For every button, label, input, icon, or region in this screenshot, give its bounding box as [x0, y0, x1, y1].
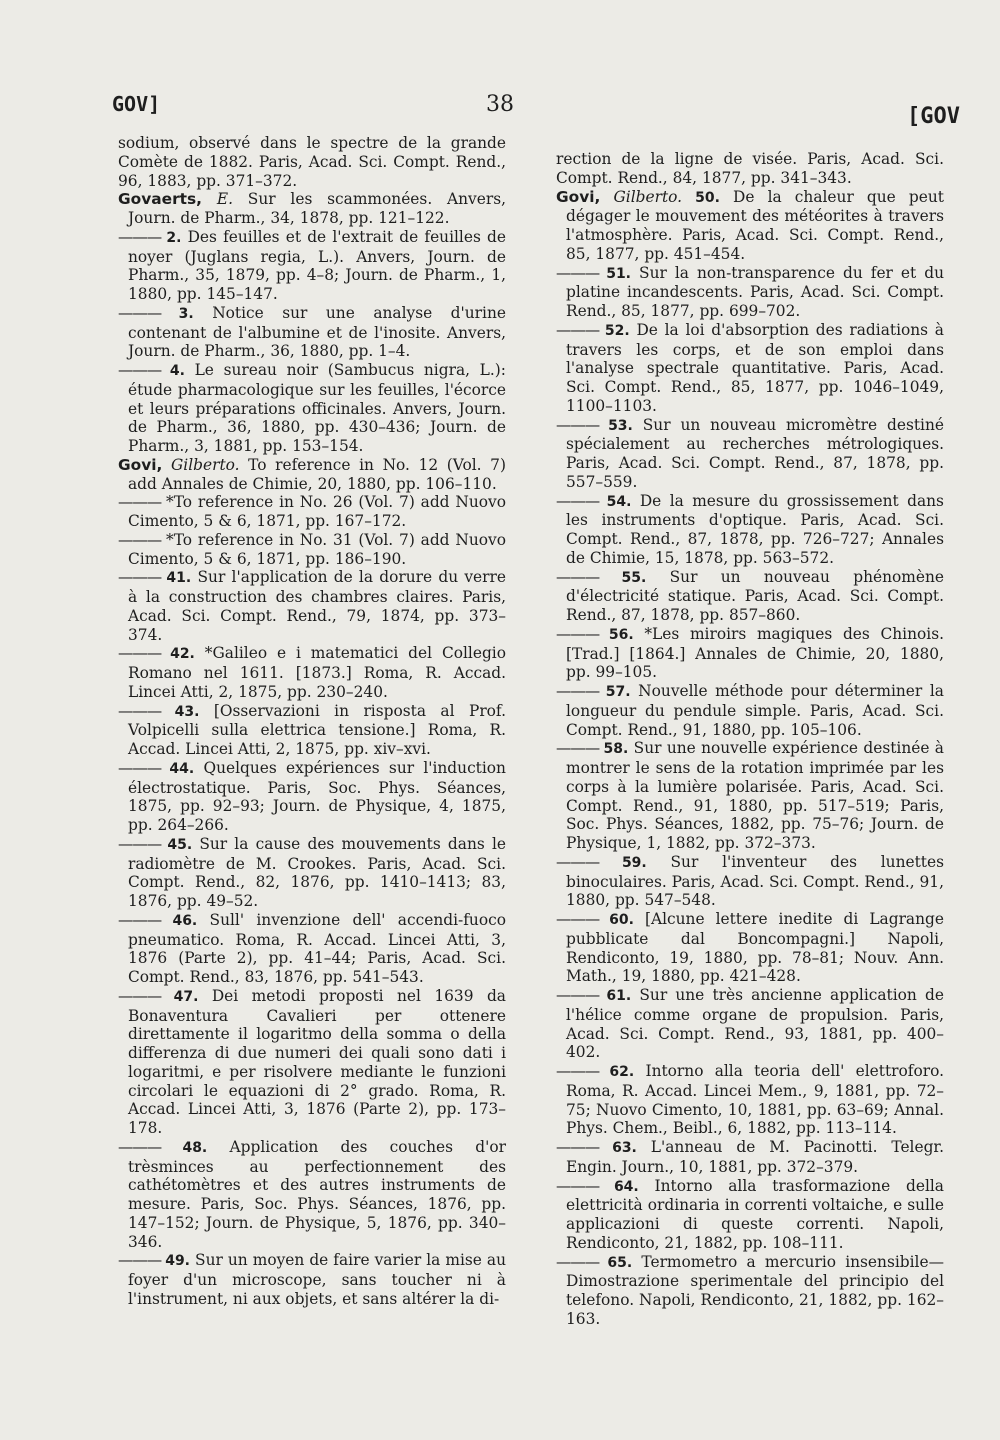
entry-text: Dei metodi proposti nel 1639 da Bonaventura Cavalieri per ottenere direttamente il logaritmo della somma o della differenza di due numeri dei quali sono dati i logaritmi, e per risolvere mediante le funzioni circolari le equazioni di 2° grado. Roma, R. Accad. Lincei Atti, 3, 1876 (Parte 2), pp. 173–178.: [128, 986, 506, 1137]
bib-entry: [118, 1138, 506, 1252]
entry-text: *To reference in No. 31 (Vol. 7) add Nuovo Cimento, 5 & 6, 1871, pp. 186–190.: [128, 530, 506, 568]
ditto-rule: ———: [118, 834, 168, 853]
entry-number: 42.: [170, 646, 195, 663]
bib-entry: [118, 987, 506, 1138]
ditto-rule: ———: [556, 739, 604, 758]
entry-text: [Osservazioni in risposta al Prof. Volpicelli sulla elettrica tensione.] Roma, R. Accad. Lincei Atti, 2, 1875, pp. xiv–xvi.: [128, 701, 506, 758]
entry-text: *Galileo e i matematici del Collegio Romano nel 1611. [1873.] Roma, R. Accad. Lincei Atti, 2, 1875, pp. 230–240.: [128, 644, 506, 701]
entry-text: Termometro a mercurio insensibile—Dimostrazione sperimentale del principio del telefono. Napoli, Rendiconto, 21, 1882, pp. 162–163.: [566, 1252, 944, 1328]
bib-entry: [118, 1251, 506, 1308]
ditto-rule: ———: [118, 644, 171, 663]
author-given-name: E.: [216, 190, 233, 209]
entry-text: *Les miroirs magiques des Chinois. [Trad.] [1864.] Annales de Chimie, 20, 1880, pp. 99–105.: [566, 624, 944, 682]
ditto-rule: ———: [118, 1251, 166, 1270]
entry-text: Des feuilles et de l'extrait de feuilles de noyer (Juglans regia, L.). Anvers, Journ. de Pharm., 35, 1879, pp. 4–8; Journ. de Pharm., 1, 1880, pp. 145–147.: [128, 227, 506, 303]
entry-text: Nouvelle méthode pour déterminer la longueur du pendule simple. Paris, Acad. Sci. Compt. Rend., 91, 1880, pp. 105–106.: [566, 682, 944, 739]
entry-number: 54.: [606, 493, 632, 510]
entry-text: Intorno alla trasformazione della elettricità ordinaria in correnti voltaiche, e sulle applicazioni di queste correnti. Napoli, Rendiconto, 21, 1882, pp. 108–111.: [566, 1176, 944, 1252]
ditto-rule: ———: [556, 624, 609, 643]
entry-number: 49.: [165, 1253, 191, 1270]
bib-entry: [556, 416, 944, 492]
entry-text: Le sureau noir (Sambucus nigra, L.): étude pharmacologique sur les feuilles, l'écorce et leurs préparations officinales. Anvers, Journ. de Pharm., 36, 1880, pp. 430–436; Journ. de Pharm., 3, 1881, pp. 153–154.: [128, 361, 506, 455]
bib-entry: [556, 188, 944, 264]
bib-entry: [118, 644, 506, 701]
ditto-rule: ———: [556, 1252, 608, 1271]
running-head-right: [GOV: [907, 104, 960, 129]
ditto-rule: ———: [118, 701, 175, 720]
bib-entry: [556, 1253, 944, 1329]
bib-entry: [118, 911, 506, 987]
entry-text: Sur un nouveau micromètre destiné spécialement au recherches métrologiques. Paris, Acad. Sci. Compt. Rend., 87, 1878, pp. 557–559.: [566, 415, 944, 491]
bib-entry: [118, 456, 506, 494]
ditto-rule: ———: [556, 1062, 610, 1080]
bib-entry: [556, 910, 944, 986]
ditto-rule: ———: [556, 910, 610, 928]
entry-text: Application des couches d'or trèsminces au perfectionnement des cathétomètres et des autres instruments de mesure. Paris, Soc. Phys. Séances, 1876, pp. 147–152; Journ. de Physique, 5, 1876, pp. 340–346.: [128, 1137, 506, 1251]
entry-number: 47.: [173, 988, 199, 1005]
ditto-rule: ———: [118, 910, 173, 929]
entry-number: 59.: [621, 854, 647, 871]
ditto-rule: ———: [556, 1138, 613, 1156]
bib-entry: [118, 759, 506, 835]
ditto-rule: ———: [556, 682, 606, 700]
author-name: Govaerts,: [118, 190, 203, 209]
entry-number: 2.: [166, 229, 182, 246]
entry-text: De la loi d'absorption des radiations à travers les corps, et de son emploi dans l'analyse spectrale quantitative. Paris, Acad. Sci. Compt. Rend., 85, 1877, pp. 1046–1049, 1100–1103.: [566, 320, 944, 415]
entry-number: 51.: [606, 265, 632, 282]
entry-number: 53.: [608, 417, 633, 434]
ditto-rule: ———: [556, 491, 607, 510]
entry-number: 60.: [609, 912, 634, 928]
ditto-rule: ———: [118, 361, 170, 379]
entry-number: 55.: [621, 569, 647, 586]
ditto-rule: ———: [556, 1176, 614, 1195]
bib-entry: [556, 625, 944, 682]
entry-number: 46.: [172, 912, 198, 929]
ditto-rule: ———: [118, 493, 167, 512]
bib-entry: [556, 1062, 944, 1138]
entry-number: 3.: [178, 305, 194, 322]
bib-entry: [556, 568, 944, 625]
bib-entry: [118, 835, 506, 911]
bib-entry: [118, 361, 506, 456]
bib-entry: [118, 531, 506, 569]
author-name: Govi,: [556, 187, 601, 206]
entry-number: 58.: [603, 741, 629, 758]
entry-text: Sur la cause des mouvements dans le radiomètre de M. Crookes. Paris, Acad. Sci. Compt. Rend., 82, 1876, pp. 1410–1413; 83, 1876, pp. 49–52.: [128, 834, 506, 910]
entry-text: L'anneau de M. Pacinotti. Telegr. Engin. Journ., 10, 1881, pp. 372–379.: [566, 1138, 944, 1176]
bib-entry: [556, 321, 944, 416]
entry-text: *To reference in No. 26 (Vol. 7) add Nuovo Cimento, 5 & 6, 1871, pp. 167–172.: [128, 493, 506, 530]
entry-text: Sur un moyen de faire varier la mise au foyer d'un microscope, sans toucher ni à l'instrument, ni aux objets, et sans altérer la di-: [128, 1251, 506, 1308]
entry-text: Quelques expériences sur l'induction électrostatique. Paris, Soc. Phys. Séances, 1875, pp. 92–93; Journ. de Physique, 4, 1875, pp. 264–266.: [128, 758, 506, 834]
entry-text: Sur l'inventeur des lunettes binoculaires. Paris, Acad. Sci. Compt. Rend., 91, 1880, pp. 547–548.: [566, 852, 944, 910]
entry-number: 57.: [605, 684, 631, 700]
entry-text: sodium, observé dans le spectre de la grande Comète de 1882. Paris, Acad. Sci. Compt. Rend., 96, 1883, pp. 371–372.: [118, 134, 506, 190]
bib-entry: [118, 493, 506, 531]
entry-text: Sur une très ancienne application de l'hélice comme organe de propulsion. Paris, Acad. Sci. Compt. Rend., 93, 1881, pp. 400–402.: [566, 986, 944, 1062]
bib-entry: [118, 702, 506, 759]
entry-text: Notice sur une analyse d'urine contenant de l'albumine et de l'inosite. Anvers, Journ. de Pharm., 36, 1880, pp. 1–4.: [128, 303, 506, 361]
running-head-left: GOV]: [112, 92, 161, 116]
entry-number: 64.: [613, 1178, 639, 1195]
ditto-rule: ———: [556, 567, 622, 586]
entry-text: [Alcune lettere inedite di Lagrange pubblicate dal Boncompagni.] Napoli, Rendiconto, 19, 1880, pp. 78–81; Nouv. Ann. Math., 19, 1880, pp. 421–428.: [566, 910, 944, 986]
author-name: Govi,: [118, 455, 163, 474]
entry-text: Sur la non-transparence du fer et du platine incandescents. Paris, Acad. Sci. Compt. Rend., 85, 1877, pp. 699–702.: [566, 263, 944, 320]
ditto-rule: ———: [118, 568, 167, 587]
ditto-rule: ———: [556, 415, 609, 434]
entry-text: Sur les scammonées. Anvers, Journ. de Pharm., 34, 1878, pp. 121–122.: [128, 190, 506, 227]
entry-text: De la mesure du grossissement dans les instruments d'optique. Paris, Acad. Sci. Compt. Rend., 87, 1878, pp. 726–727; Annales de Chimie, 15, 1878, pp. 563–572.: [566, 491, 944, 567]
entry-number: 48.: [182, 1139, 208, 1156]
entry-text: To reference in No. 12 (Vol. 7) add Annales de Chimie, 20, 1880, pp. 106–110.: [128, 455, 506, 493]
entry-text: Sur une nouvelle expérience destinée à montrer le sens de la rotation imprimée par les corps à la lumière polarisée. Paris, Acad. Sci. Compt. Rend., 91, 1880, pp. 517–519; Paris, Soc. Phys. Séances, 1882, pp. 75–76; Journ. de Physique, 1, 1882, pp. 372–373.: [566, 739, 944, 852]
bib-entry: [118, 190, 506, 228]
ditto-rule: ———: [556, 320, 605, 339]
right-column: [556, 150, 944, 1329]
bib-entry: [118, 134, 506, 190]
ditto-rule: ———: [118, 1137, 183, 1156]
bib-entry: [556, 986, 944, 1062]
bib-entry: [118, 568, 506, 644]
bib-entry: [118, 228, 506, 304]
entry-text: De la chaleur que peut dégager le mouvement des météorites à travers l'atmosphère. Paris, Acad. Sci. Compt. Rend., 85, 1877, pp. 451–454.: [566, 187, 944, 263]
entry-number: 45.: [167, 836, 193, 853]
bib-entry: [556, 1177, 944, 1253]
bib-entry: [556, 739, 944, 853]
bib-entry: [556, 264, 944, 321]
ditto-rule: ———: [118, 227, 167, 246]
entry-number: 4.: [169, 363, 185, 379]
entry-number: 63.: [612, 1140, 637, 1156]
ditto-rule: ———: [118, 758, 170, 777]
entry-number: 50.: [695, 189, 720, 206]
author-given-name: Gilberto.: [613, 187, 683, 206]
ditto-rule: ———: [556, 986, 607, 1004]
entry-number: 52.: [604, 322, 630, 339]
bib-entry: [556, 682, 944, 739]
bib-entry: [556, 1138, 944, 1177]
entry-text: rection de la ligne de visée. Paris, Acad. Sci. Compt. Rend., 84, 1877, pp. 341–343.: [556, 150, 944, 187]
entry-number: 62.: [609, 1064, 635, 1080]
ditto-rule: ———: [556, 852, 622, 871]
entry-number: 61.: [606, 988, 632, 1004]
bib-entry: [118, 304, 506, 361]
entry-number: 41.: [166, 570, 192, 587]
bib-entry: [556, 853, 944, 910]
author-given-name: Gilberto.: [171, 455, 240, 474]
entry-number: 65.: [607, 1254, 633, 1271]
entry-number: 43.: [174, 703, 200, 720]
entry-number: 56.: [608, 626, 634, 643]
bib-entry: [556, 150, 944, 188]
page-number: 38: [486, 92, 514, 117]
entry-text: Sur un nouveau phénomène d'électricité statique. Paris, Acad. Sci. Compt. Rend., 87, 1878, pp. 857–860.: [566, 567, 944, 624]
bib-entry: [556, 492, 944, 568]
ditto-rule: ———: [118, 303, 179, 322]
left-column: [118, 134, 506, 1309]
entry-text: Sull' invenzione dell' accendi-fuoco pneumatico. Roma, R. Accad. Lincei Atti, 3, 1876 (Parte 2), pp. 41–44; Paris, Acad. Sci. Compt. Rend., 83, 1876, pp. 541–543.: [128, 910, 506, 986]
ditto-rule: ———: [118, 530, 167, 549]
entry-text: Intorno alla teoria dell' elettroforo. Roma, R. Accad. Lincei Mem., 9, 1881, pp. 72–75; Nuovo Cimento, 10, 1881, pp. 63–69; Annal. Phys. Chem., Beibl., 6, 1882, pp. 113–114.: [566, 1062, 944, 1138]
ditto-rule: ———: [118, 986, 174, 1005]
ditto-rule: ———: [556, 263, 607, 282]
entry-text: Sur l'application de la dorure du verre à la construction des chambres claires. Paris, Acad. Sci. Compt. Rend., 79, 1874, pp. 373–374.: [128, 568, 506, 644]
entry-number: 44.: [169, 760, 195, 777]
